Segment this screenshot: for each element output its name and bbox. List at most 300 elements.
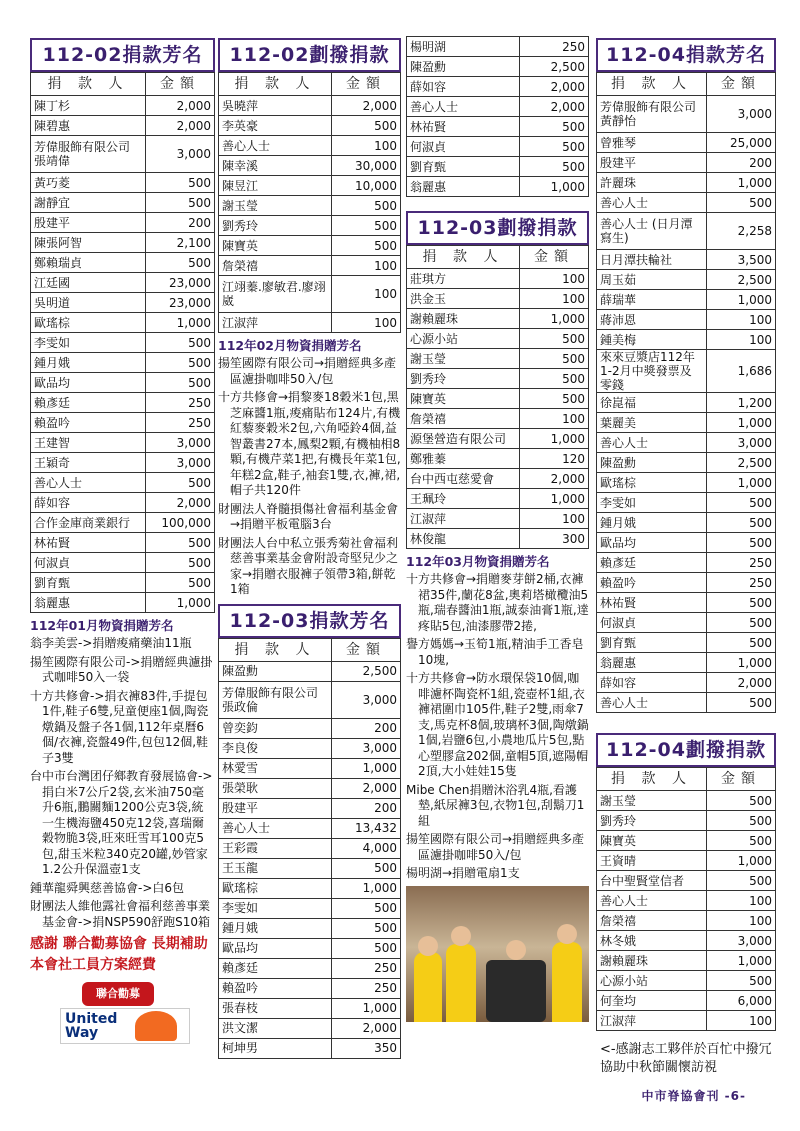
donation-amount: 23,000 bbox=[146, 293, 215, 313]
table-row bbox=[407, 37, 589, 57]
table-row bbox=[407, 389, 589, 409]
donation-amount: 1,000 bbox=[707, 473, 776, 493]
donor-name: 薛如容 bbox=[597, 673, 707, 693]
donor-name: 徐崑福 bbox=[597, 393, 707, 413]
donor-name: 歐品均 bbox=[219, 938, 332, 958]
donation-amount: 250 bbox=[520, 37, 589, 57]
amount-header: 金額 bbox=[332, 638, 401, 661]
donation-amount: 23,000 bbox=[146, 273, 215, 293]
donation-amount: 2,500 bbox=[707, 270, 776, 290]
donation-amount: 300 bbox=[520, 529, 589, 549]
donation-amount: 3,000 bbox=[146, 433, 215, 453]
table-row bbox=[597, 350, 776, 393]
donation-table bbox=[218, 638, 401, 1059]
table-row bbox=[597, 1011, 776, 1031]
donation-amount: 1,000 bbox=[520, 177, 589, 197]
table-row bbox=[597, 290, 776, 310]
donation-amount: 100 bbox=[707, 330, 776, 350]
donor-name: 林祐賢 bbox=[407, 117, 520, 137]
donation-amount: 2,000 bbox=[707, 673, 776, 693]
donor-name: 江淑萍 bbox=[597, 1011, 707, 1031]
table-row bbox=[597, 393, 776, 413]
donation-amount: 100 bbox=[707, 1011, 776, 1031]
goods-section-title: 112年03月物資捐贈芳名 bbox=[406, 554, 550, 569]
table-row bbox=[597, 310, 776, 330]
donor-name: 陳寶英 bbox=[407, 389, 520, 409]
donor-name: 林祐賢 bbox=[31, 533, 146, 553]
donor-name: 歐品均 bbox=[31, 373, 146, 393]
donor-name: 詹榮禧 bbox=[597, 911, 707, 931]
donor-name: 劉秀玲 bbox=[219, 216, 332, 236]
donation-amount: 100 bbox=[520, 509, 589, 529]
donor-name: 陳寶英 bbox=[597, 831, 707, 851]
donation-amount: 200 bbox=[707, 153, 776, 173]
table-row bbox=[597, 96, 776, 133]
table-row bbox=[597, 891, 776, 911]
donor-name: 謝玉瑩 bbox=[407, 349, 520, 369]
table-row bbox=[219, 1018, 401, 1038]
donor-name: 善心人士 bbox=[407, 97, 520, 117]
donation-amount: 500 bbox=[707, 831, 776, 851]
donation-amount: 500 bbox=[707, 693, 776, 713]
donation-amount: 2,100 bbox=[146, 233, 215, 253]
table-row bbox=[407, 97, 589, 117]
table-row bbox=[407, 429, 589, 449]
table-row bbox=[219, 838, 401, 858]
giro-table bbox=[406, 245, 589, 549]
goods-item: 揚笙國際有限公司→捐贈經典多產區濾掛咖啡50入/包 bbox=[406, 832, 585, 862]
donor-name: 日月潭扶輪社 bbox=[597, 250, 707, 270]
donation-amount: 350 bbox=[332, 1038, 401, 1058]
donor-name: 王建智 bbox=[31, 433, 146, 453]
donor-name: 陳張阿智 bbox=[31, 233, 146, 253]
donation-amount: 200 bbox=[332, 798, 401, 818]
donation-amount: 500 bbox=[707, 513, 776, 533]
table-row bbox=[31, 233, 215, 253]
donation-amount: 2,258 bbox=[707, 213, 776, 250]
donation-amount: 200 bbox=[332, 718, 401, 738]
donation-amount: 4,000 bbox=[332, 838, 401, 858]
table-row bbox=[219, 176, 401, 196]
donor-name: 王彩霞 bbox=[219, 838, 332, 858]
donor-name: 李雯如 bbox=[219, 898, 332, 918]
table-row bbox=[597, 493, 776, 513]
table-row bbox=[407, 117, 589, 137]
donation-amount: 100 bbox=[707, 310, 776, 330]
donor-name: 殷建平 bbox=[31, 213, 146, 233]
donation-amount: 1,000 bbox=[707, 851, 776, 871]
donation-amount: 1,000 bbox=[520, 429, 589, 449]
table-row bbox=[407, 469, 589, 489]
table-row bbox=[597, 951, 776, 971]
donor-name: 張春枝 bbox=[219, 998, 332, 1018]
table-row bbox=[31, 393, 215, 413]
table-row bbox=[407, 369, 589, 389]
donor-name: 薛如容 bbox=[31, 493, 146, 513]
donor-name: 陳寶英 bbox=[219, 236, 332, 256]
donation-list-title: 112-03捐款芳名 bbox=[218, 604, 401, 638]
donor-name: 謝賴麗珠 bbox=[597, 951, 707, 971]
goods-item: 財團法人維他露社會福利慈善事業基金會->捐NSP590舒跑S10箱 bbox=[30, 899, 211, 929]
donation-amount: 1,000 bbox=[707, 653, 776, 673]
donation-amount: 500 bbox=[146, 373, 215, 393]
donor-name: 源堡營造有限公司 bbox=[407, 429, 520, 449]
donor-name: 吳曉萍 bbox=[219, 96, 332, 116]
table-row bbox=[407, 309, 589, 329]
donation-amount: 100 bbox=[707, 911, 776, 931]
donor-name: 謝玉瑩 bbox=[597, 791, 707, 811]
table-row bbox=[597, 673, 776, 693]
donation-amount: 500 bbox=[707, 193, 776, 213]
donor-name: 周玉茹 bbox=[597, 270, 707, 290]
name-header: 捐 款 人 bbox=[597, 768, 707, 791]
donor-name: 葉麗美 bbox=[597, 413, 707, 433]
table-row bbox=[219, 156, 401, 176]
elder-face bbox=[506, 940, 526, 960]
column-3 bbox=[406, 36, 589, 1022]
table-row bbox=[31, 433, 215, 453]
donor-name: 李英豪 bbox=[219, 116, 332, 136]
donation-amount: 10,000 bbox=[332, 176, 401, 196]
donor-name: 劉育甄 bbox=[31, 573, 146, 593]
table-row bbox=[219, 738, 401, 758]
donation-amount: 500 bbox=[707, 811, 776, 831]
giro-table bbox=[596, 767, 776, 1031]
donation-amount: 1,000 bbox=[146, 313, 215, 333]
table-row bbox=[219, 196, 401, 216]
table-row bbox=[597, 473, 776, 493]
volunteer-face bbox=[418, 936, 438, 956]
table-row bbox=[407, 57, 589, 77]
donor-name: 江淑萍 bbox=[219, 313, 332, 333]
donor-name: 歐瑤棕 bbox=[31, 313, 146, 333]
donor-name: 李良俊 bbox=[219, 738, 332, 758]
table-row bbox=[407, 157, 589, 177]
donation-amount: 250 bbox=[332, 978, 401, 998]
donation-amount: 500 bbox=[707, 613, 776, 633]
donation-amount: 500 bbox=[332, 898, 401, 918]
donor-name: 謝靜宜 bbox=[31, 193, 146, 213]
amount-header: 金額 bbox=[332, 73, 401, 96]
table-row bbox=[407, 177, 589, 197]
donation-amount: 2,000 bbox=[332, 778, 401, 798]
goods-item: 楊明湖→捐贈電扇1支 bbox=[406, 866, 520, 880]
thanks-note: 感謝 聯合勸募協會 長期補助本會社工員方案經費 bbox=[30, 936, 208, 973]
goods-item: 財團法人台中私立張秀菊社會福利慈善事業基金會附設奇堅兒少之家→捐贈衣服褲子領帶3箱,餅乾1箱 bbox=[218, 535, 399, 596]
donor-name: 吳明道 bbox=[31, 293, 146, 313]
table-row bbox=[597, 971, 776, 991]
donor-name: 林愛雪 bbox=[219, 758, 332, 778]
donation-amount: 500 bbox=[146, 173, 215, 193]
table-row bbox=[597, 871, 776, 891]
donor-name: 詹榮禧 bbox=[407, 409, 520, 429]
donor-name: 殷建平 bbox=[219, 798, 332, 818]
table-row bbox=[31, 573, 215, 593]
donation-amount: 2,000 bbox=[332, 96, 401, 116]
table-row bbox=[219, 136, 401, 156]
amount-header: 金額 bbox=[707, 768, 776, 791]
donor-name: 曾奕鈞 bbox=[219, 718, 332, 738]
table-row bbox=[31, 333, 215, 353]
donation-amount: 2,000 bbox=[146, 116, 215, 136]
table-row bbox=[219, 236, 401, 256]
donor-name: 陳幸溪 bbox=[219, 156, 332, 176]
donor-name: 莊琪方 bbox=[407, 269, 520, 289]
donor-name: 賴盈吟 bbox=[219, 978, 332, 998]
donor-name: 李雯如 bbox=[597, 493, 707, 513]
donation-amount: 500 bbox=[520, 157, 589, 177]
table-row bbox=[31, 116, 215, 136]
donor-name: 陳盈勳 bbox=[407, 57, 520, 77]
amount-header: 金額 bbox=[146, 73, 215, 96]
donation-amount: 100 bbox=[332, 136, 401, 156]
united-way-logo-cn: 聯合勸募 bbox=[82, 982, 154, 1006]
donor-name: 楊明湖 bbox=[407, 37, 520, 57]
donation-list-title: 112-04捐款芳名 bbox=[596, 38, 776, 72]
donation-amount: 120 bbox=[520, 449, 589, 469]
giro-list-title: 112-03劃撥捐款 bbox=[406, 211, 589, 245]
column-2 bbox=[218, 38, 401, 1059]
donation-amount: 3,000 bbox=[146, 136, 215, 173]
table-row bbox=[407, 289, 589, 309]
amount-header: 金額 bbox=[707, 73, 776, 96]
donor-name: 林俊龍 bbox=[407, 529, 520, 549]
donation-amount: 3,000 bbox=[332, 738, 401, 758]
donor-name: 來來豆漿店112年1-2月中獎發票及零錢 bbox=[597, 350, 707, 393]
donation-amount: 100 bbox=[520, 409, 589, 429]
donation-amount: 250 bbox=[146, 413, 215, 433]
donation-amount: 500 bbox=[332, 236, 401, 256]
donor-name: 謝玉瑩 bbox=[219, 196, 332, 216]
donor-name: 王資晴 bbox=[597, 851, 707, 871]
table-row bbox=[31, 453, 215, 473]
column-1 bbox=[30, 38, 215, 1044]
donation-list-title: 112-02捐款芳名 bbox=[30, 38, 215, 72]
donor-name: 翁麗惠 bbox=[407, 177, 520, 197]
table-row bbox=[597, 831, 776, 851]
column-4 bbox=[596, 38, 776, 1104]
donation-amount: 500 bbox=[520, 117, 589, 137]
donation-amount: 2,000 bbox=[146, 96, 215, 116]
donor-name: 賴彥廷 bbox=[31, 393, 146, 413]
donor-name: 善心人士 bbox=[597, 693, 707, 713]
donation-amount: 500 bbox=[332, 196, 401, 216]
donation-table bbox=[30, 72, 215, 613]
donor-name: 鍾月娥 bbox=[31, 353, 146, 373]
goods-item: Mibe Chen捐贈沐浴乳4瓶,看護墊,紙尿褲3包,衣物1包,刮鬍刀1組 bbox=[406, 782, 585, 828]
donation-amount: 500 bbox=[332, 116, 401, 136]
donation-amount: 2,000 bbox=[520, 469, 589, 489]
donor-name: 劉秀玲 bbox=[407, 369, 520, 389]
donation-amount: 500 bbox=[146, 533, 215, 553]
table-row bbox=[597, 991, 776, 1011]
table-row bbox=[597, 911, 776, 931]
donor-name: 林祐賢 bbox=[597, 593, 707, 613]
table-row bbox=[31, 413, 215, 433]
united-way-logo bbox=[60, 1008, 190, 1044]
volunteer-photo bbox=[406, 886, 589, 1022]
donor-name: 李雯如 bbox=[31, 333, 146, 353]
donor-name: 心源小站 bbox=[597, 971, 707, 991]
donation-amount: 100 bbox=[332, 256, 401, 276]
table-row bbox=[31, 493, 215, 513]
donor-name: 薛如容 bbox=[407, 77, 520, 97]
table-row bbox=[219, 998, 401, 1018]
donor-name: 陳昱江 bbox=[219, 176, 332, 196]
donor-name: 何淑貞 bbox=[407, 137, 520, 157]
donor-name: 江翊蓁.廖敏君.廖翊崴 bbox=[219, 276, 332, 313]
table-row bbox=[407, 449, 589, 469]
table-row bbox=[597, 133, 776, 153]
donation-amount: 1,000 bbox=[520, 309, 589, 329]
donor-name: 何淑貞 bbox=[597, 613, 707, 633]
table-row bbox=[31, 173, 215, 193]
table-row bbox=[219, 116, 401, 136]
donor-name: 芳偉服飾有限公司 黃靜怡 bbox=[597, 96, 707, 133]
table-row bbox=[219, 681, 401, 718]
donation-amount: 500 bbox=[707, 493, 776, 513]
donor-name: 黃巧菱 bbox=[31, 173, 146, 193]
donation-amount: 1,000 bbox=[707, 951, 776, 971]
donation-amount: 25,000 bbox=[707, 133, 776, 153]
table-row bbox=[219, 878, 401, 898]
name-header: 捐 款 人 bbox=[407, 246, 520, 269]
donor-name: 鄭雅蓁 bbox=[407, 449, 520, 469]
donation-amount: 2,500 bbox=[707, 453, 776, 473]
donor-name: 善心人士 bbox=[219, 818, 332, 838]
giro-list-title: 112-04劃撥捐款 bbox=[596, 733, 776, 767]
table-row bbox=[31, 373, 215, 393]
donation-amount: 500 bbox=[707, 633, 776, 653]
table-row bbox=[407, 409, 589, 429]
donation-amount: 2,000 bbox=[520, 77, 589, 97]
donor-name: 台中西屯慈愛會 bbox=[407, 469, 520, 489]
volunteer-face bbox=[557, 924, 577, 944]
amount-header: 金額 bbox=[520, 246, 589, 269]
donation-amount: 1,686 bbox=[707, 350, 776, 393]
volunteer-figure bbox=[446, 944, 476, 1022]
donor-name: 劉育甄 bbox=[597, 633, 707, 653]
donation-amount: 500 bbox=[146, 473, 215, 493]
table-row bbox=[597, 193, 776, 213]
donor-name: 台中聖賢堂信者 bbox=[597, 871, 707, 891]
donor-name: 王穎奇 bbox=[31, 453, 146, 473]
table-row bbox=[31, 473, 215, 493]
goods-item: 十方共修會→捐黎麥18穀米1包,黑芝麻醬1瓶,痠痛貼布124片,有機紅藜麥穀米2包,六角啞鈴4個,益智叢書27本,鳳梨2顆,有機柚相8顆,有機芹菜1把,有機長年菜1包,年糕2盒,鞋子,袖套1雙,衣,褲,裙,帽子共120件 bbox=[218, 390, 401, 497]
donation-amount: 2,500 bbox=[520, 57, 589, 77]
table-row bbox=[407, 269, 589, 289]
goods-section-title: 112年02月物資捐贈芳名 bbox=[218, 338, 362, 353]
donation-amount: 500 bbox=[332, 216, 401, 236]
name-header: 捐 款 人 bbox=[219, 638, 332, 661]
donation-amount: 500 bbox=[146, 553, 215, 573]
table-row bbox=[31, 213, 215, 233]
donation-amount: 500 bbox=[146, 353, 215, 373]
donor-name: 善心人士 bbox=[597, 193, 707, 213]
donor-name: 曾雅琴 bbox=[597, 133, 707, 153]
donation-amount: 500 bbox=[707, 971, 776, 991]
donor-name: 翁麗惠 bbox=[31, 593, 146, 613]
table-row bbox=[31, 533, 215, 553]
donor-name: 陳盈勳 bbox=[597, 453, 707, 473]
table-row bbox=[31, 96, 215, 116]
table-row bbox=[597, 250, 776, 270]
donation-amount: 500 bbox=[146, 193, 215, 213]
table-row bbox=[219, 778, 401, 798]
donor-name: 鍾美梅 bbox=[597, 330, 707, 350]
donation-table bbox=[596, 72, 776, 713]
donation-amount: 3,000 bbox=[707, 931, 776, 951]
table-row bbox=[597, 573, 776, 593]
goods-list bbox=[406, 572, 589, 882]
donation-amount: 250 bbox=[707, 553, 776, 573]
goods-item: 台中市台灣团仔鄉教育發展協會->捐白米7公斤2袋,玄米油750毫升6瓶,鵬關麵1200公克3袋,統一生機海鹽450克12袋,喜瑞爾穀物脆3袋,旺來旺雪耳100克5包,甜玉米粒340克20罐,妙管家1.2公升保溫壺1支 bbox=[30, 769, 213, 876]
donation-amount: 500 bbox=[707, 871, 776, 891]
donor-name: 洪金玉 bbox=[407, 289, 520, 309]
donor-name: 賴盈吟 bbox=[597, 573, 707, 593]
table-row bbox=[407, 509, 589, 529]
table-row bbox=[597, 693, 776, 713]
donation-amount: 2,000 bbox=[332, 1018, 401, 1038]
giro-table bbox=[218, 72, 401, 333]
goods-item: 十方共修會→防水環保袋10個,咖啡濾杯陶瓷杯1組,瓷壺杯1組,衣褲裙圍巾105件,鞋子2雙,雨傘7支,馬克杯8個,玻璃杯3個,陶燉鍋1個,岩鹽6包,小農地瓜片5包,點心塑膠盒202個,童帽5頂,遮陽帽2頂,大小娃娃15隻 bbox=[406, 671, 589, 778]
donor-name: 江廷國 bbox=[31, 273, 146, 293]
donor-name: 王珮玲 bbox=[407, 489, 520, 509]
table-row bbox=[219, 758, 401, 778]
giro-list-title: 112-02劃撥捐款 bbox=[218, 38, 401, 72]
donor-name: 洪文潔 bbox=[219, 1018, 332, 1038]
donor-name: 張榮耿 bbox=[219, 778, 332, 798]
table-row bbox=[407, 77, 589, 97]
donation-amount: 100 bbox=[332, 313, 401, 333]
donation-amount: 500 bbox=[332, 858, 401, 878]
table-row bbox=[597, 270, 776, 290]
donation-amount: 100 bbox=[332, 276, 401, 313]
donor-name: 許麗珠 bbox=[597, 173, 707, 193]
table-row bbox=[597, 413, 776, 433]
donation-amount: 500 bbox=[707, 593, 776, 613]
table-row bbox=[31, 353, 215, 373]
goods-section-title: 112年01月物資捐贈芳名 bbox=[30, 618, 174, 633]
table-row bbox=[219, 216, 401, 236]
table-row bbox=[219, 718, 401, 738]
donation-amount: 200 bbox=[146, 213, 215, 233]
photo-caption: <-感謝志工夥伴於百忙中撥冗協助中秋節關懷訪視 bbox=[600, 1042, 772, 1075]
donation-amount: 1,000 bbox=[332, 998, 401, 1018]
wheelchair bbox=[486, 960, 546, 1022]
donation-amount: 250 bbox=[146, 393, 215, 413]
donation-amount: 500 bbox=[520, 329, 589, 349]
donation-amount: 500 bbox=[520, 369, 589, 389]
table-row bbox=[407, 349, 589, 369]
table-row bbox=[219, 858, 401, 878]
donor-name: 蔣沛恩 bbox=[597, 310, 707, 330]
goods-item: 財團法人脊髓損傷社會福利基金會→捐贈平板電腦3台 bbox=[218, 501, 399, 531]
donor-name: 薛瑞華 bbox=[597, 290, 707, 310]
donor-name: 歐瑤棕 bbox=[219, 878, 332, 898]
donor-name: 何淑貞 bbox=[31, 553, 146, 573]
donation-amount: 2,500 bbox=[332, 661, 401, 681]
donation-amount: 1,000 bbox=[707, 413, 776, 433]
donor-name: 合作金庫商業銀行 bbox=[31, 513, 146, 533]
table-row bbox=[597, 653, 776, 673]
donor-name: 鄭賴瑞貞 bbox=[31, 253, 146, 273]
table-row bbox=[31, 313, 215, 333]
donation-amount: 13,432 bbox=[332, 818, 401, 838]
donor-name: 善心人士 (日月潭寫生) bbox=[597, 213, 707, 250]
table-row bbox=[219, 313, 401, 333]
donation-amount: 500 bbox=[520, 349, 589, 369]
